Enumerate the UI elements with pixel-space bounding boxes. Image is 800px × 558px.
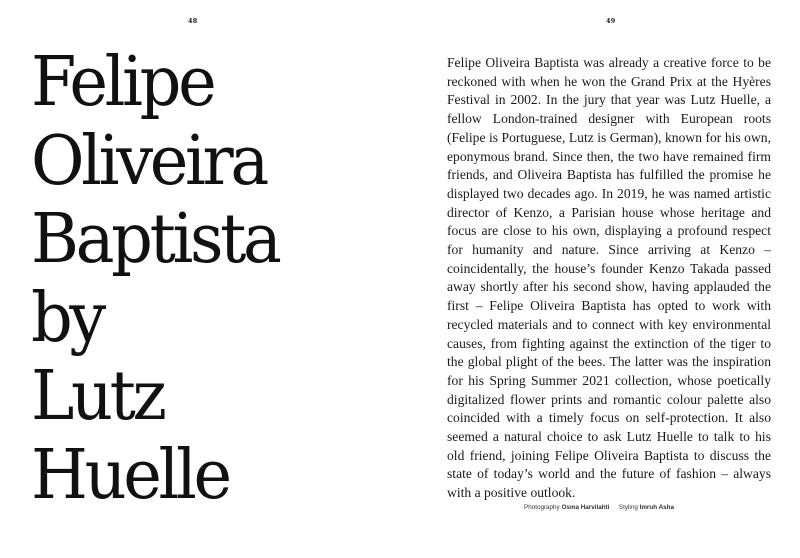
right-page xyxy=(400,0,800,558)
headline-line-3: Baptista xyxy=(31,200,279,279)
headline-line-1: Felipe xyxy=(31,43,214,122)
headline-line-4: by xyxy=(31,278,103,358)
headline-line-2: Oliveira xyxy=(31,121,266,201)
photographer-name: Osma Harvilahti xyxy=(561,504,610,511)
article-headline xyxy=(31,44,279,515)
headline-line-5: Lutz xyxy=(31,357,164,436)
page-number-left: 48 xyxy=(188,17,198,25)
photography-label: Photography xyxy=(524,504,560,511)
photo-credits xyxy=(524,504,674,511)
intro-paragraph: Felipe Oliveira Baptista was already a creative force to be reckoned with when he won the Grand Prix at the Hyères Festival in 2002. In the jury that year was Lutz Huelle, a fellow London-trained designer with European roots (Felipe is Portuguese, Lutz is German), known for his own, eponymous brand. Since then, the two have remained firm friends, and Oliveira Baptista has fulfilled the promise he displayed two decades ago. In 2019, he was named artistic director of Kenzo, a Parisian house whose heritage and focus are close to his own, displaying a profound respect for humanity and nature. Since arriving at Kenzo – coincidentally, the house’s founder Kenzo Takada passed away shortly after his second show, having applauded the first – Felipe Oliveira Baptista has opted to work with recycled materials and to connect with key environmental causes, from fighting against the extinction of the tiger to the global plight of the bees. The latter was the inspiration for his Spring Summer 2021 collection, whose poetically digitalized flower prints and romantic colour palette also coincided with a timely focus on self-protection. It also seemed a natural choice to ask Lutz Huelle to talk to his old friend, joining Felipe Oliveira Baptista to discuss the state of today’s world and the future of fashion – always with a positive outlook. xyxy=(447,55,771,501)
styling-label: Styling xyxy=(618,504,638,511)
stylist-name: Imruh Asha xyxy=(639,504,674,511)
headline-line-6: Huelle xyxy=(31,435,229,515)
page-number-right: 49 xyxy=(606,17,616,25)
